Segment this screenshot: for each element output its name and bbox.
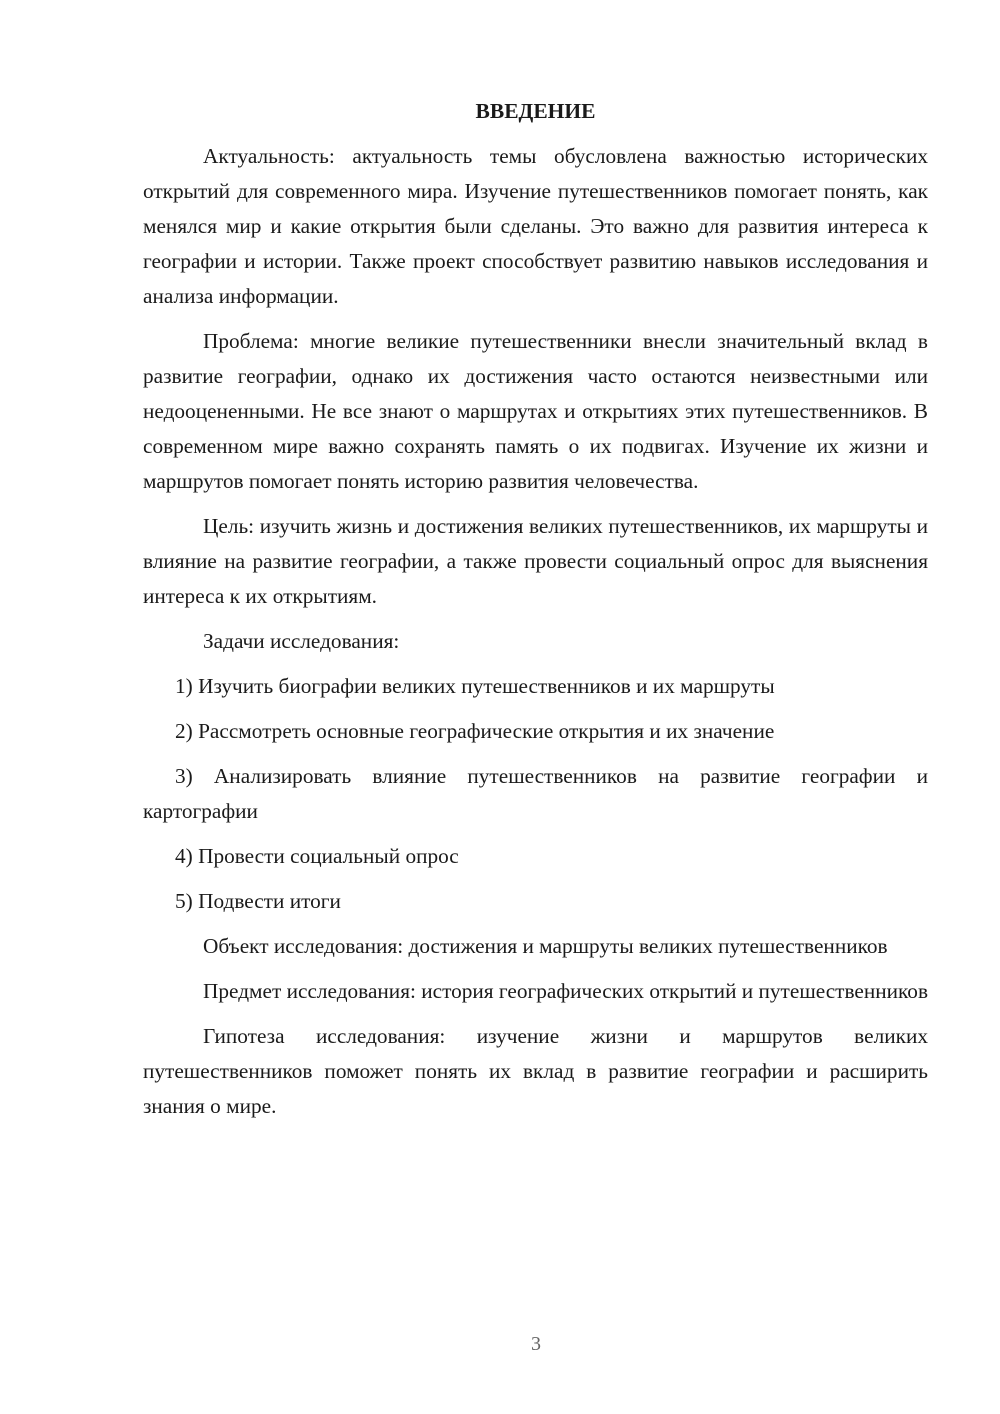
object-paragraph: Объект исследования: достижения и маршруты великих путешественников — [203, 934, 888, 958]
task-item-2: 2) Рассмотреть основные географические открытия и их значение — [175, 719, 775, 743]
task-item-3: 3) Анализировать влияние путешественников на развитие географии и картографии — [143, 764, 928, 823]
goal-paragraph: Цель: изучить жизнь и достижения великих путешественников, их маршруты и влияние на развитие географии, а также провести социальный опрос для выяснения интереса к их открытиям. — [143, 514, 928, 608]
section-title: ВВЕДЕНИЕ — [475, 99, 596, 123]
task-item-1: 1) Изучить биографии великих путешественников и их маршруты — [175, 674, 775, 698]
page-number: 3 — [531, 1333, 541, 1355]
task-item-4: 4) Провести социальный опрос — [175, 844, 459, 868]
hypothesis-paragraph: Гипотеза исследования: изучение жизни и маршрутов великих путешественников поможет понять их вклад в развитие географии и расширить знания о мире. — [143, 1024, 928, 1118]
page-content — [143, 94, 928, 1134]
relevance-paragraph: Актуальность: актуальность темы обусловлена важностью исторических открытий для современного мира. Изучение путешественников помогает понять, как менялся мир и какие открытия были сделаны. Это важно для развития интереса к географии и истории. Также проект способствует развитию навыков исследования и анализа информации. — [143, 144, 928, 308]
task-item-5: 5) Подвести итоги — [175, 889, 341, 913]
problem-paragraph: Проблема: многие великие путешественники внесли значительный вклад в развитие географии, однако их достижения часто остаются неизвестными или недооцененными. Не все знают о маршрутах и открытиях этих путешественников. В современном мире важно сохранять память о их подвигах. Изучение их жизни и маршрутов помогает понять историю развития человечества. — [143, 329, 928, 493]
subject-paragraph: Предмет исследования: история географических открытий и путешественников — [203, 979, 928, 1003]
tasks-heading: Задачи исследования: — [203, 629, 400, 653]
